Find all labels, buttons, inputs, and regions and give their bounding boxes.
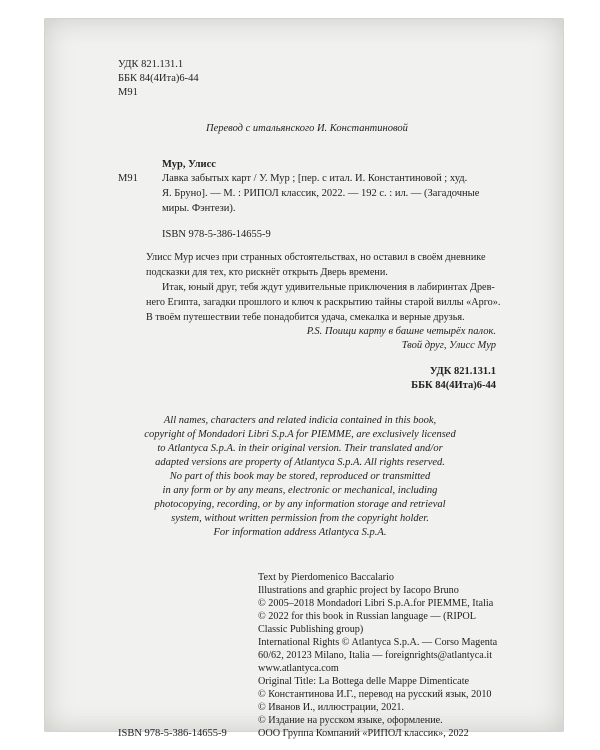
annotation-line: Улисс Мур исчез при странных обстоятельствах, но оставил в своём дневнике	[146, 252, 486, 263]
annotation-signature: Твой друг, Улисс Мур	[401, 340, 496, 351]
rights-notice-line: to Atlantyca S.p.A. in their original version. Their translated and/or	[157, 443, 443, 454]
rights-notice-line: copyright of Mondadori Libri S.p.A for PIEMME, are exclusively licensed	[144, 429, 456, 440]
catalog-description-line: Я. Бруно]. — М. : РИПОЛ классик, 2022. — 192 с. : ил. — (Загадочные	[162, 188, 480, 199]
credits-line: ООО Группа Компаний «РИПОЛ классик», 2022	[258, 728, 469, 739]
credits-line: © 2005–2018 Mondadori Libri S.p.A.for PIEMME, Italia	[258, 598, 494, 609]
credits-line: 60/62, 20123 Milano, Italia — foreignrights@atlantyca.it	[258, 650, 493, 661]
catalog-description-line: миры. Фэнтези).	[162, 203, 236, 214]
rights-notice-line: No part of this book may be stored, reproduced or transmitted	[169, 471, 431, 482]
annotation-line: Итак, юный друг, тебя ждут удивительные приключения в лабиринтах Древ-	[162, 282, 495, 293]
credits-line: © 2022 for this book in Russian language — (RIPOL	[258, 611, 476, 622]
credits-line: www.atlantyca.com	[258, 663, 339, 674]
rights-notice-line: adapted versions are property of Atlantyca S.p.A. All rights reserved.	[155, 457, 445, 468]
annotation-line: подсказки для тех, кто рискнёт открыть Дверь времени.	[146, 267, 388, 278]
annotation-line: В твоём путешествии тебе понадобится удача, смекалка и верные друзья.	[146, 312, 465, 323]
credits-line: Classic Publishing group)	[258, 624, 364, 635]
credits-line: Original Title: La Bottega delle Mappe Dimenticate	[258, 676, 470, 687]
rights-notice-line: in any form or by any means, electronic or mechanical, including	[162, 485, 438, 496]
catalog-author-mark: М91	[118, 173, 138, 184]
translation-credit: Перевод с итальянского И. Константиновой	[206, 123, 408, 134]
credits-line: International Rights © Atlantyca S.p.A. — Corso Magenta	[258, 637, 498, 648]
rights-notice-line: system, without written permission from the copyright holder.	[171, 513, 429, 524]
rights-notice-line: photocopying, recording, or by any information storage and retrieval	[154, 499, 446, 510]
bbk-code-right: ББК 84(4Ита)6-44	[411, 380, 496, 391]
rights-notice-line: All names, characters and related indicia contained in this book,	[163, 415, 437, 426]
catalog-description-line: Лавка забытых карт / У. Мур ; [пер. с итал. И. Константиновой ; худ.	[162, 173, 468, 184]
udk-code-right: УДК 821.131.1	[429, 366, 496, 377]
credits-line: © Иванов И., иллюстрации, 2021.	[258, 702, 405, 713]
isbn-bottom: ISBN 978-5-386-14655-9	[118, 728, 227, 739]
bbk-code: ББК 84(4Ита)6-44	[118, 73, 199, 84]
credits-line: Illustrations and graphic project by Iacopo Bruno	[258, 585, 459, 596]
author-mark: М91	[118, 87, 138, 98]
annotation-ps: P.S. Поищи карту в башне четырёх палок.	[306, 326, 496, 337]
udk-code: УДК 821.131.1	[118, 59, 184, 70]
annotation-line: него Египта, загадки прошлого и ключ к раскрытию тайны старой виллы «Арго».	[146, 297, 501, 308]
rights-notice-line: For information address Atlantyca S.p.A.	[213, 527, 387, 538]
credits-line: Text by Pierdomenico Baccalario	[258, 572, 394, 583]
catalog-heading: Мур, Улисс	[162, 159, 216, 170]
catalog-isbn: ISBN 978-5-386-14655-9	[162, 229, 271, 240]
credits-line: © Константинова И.Г., перевод на русский язык, 2010	[258, 689, 492, 700]
credits-line: © Издание на русском языке, оформление.	[258, 715, 443, 726]
